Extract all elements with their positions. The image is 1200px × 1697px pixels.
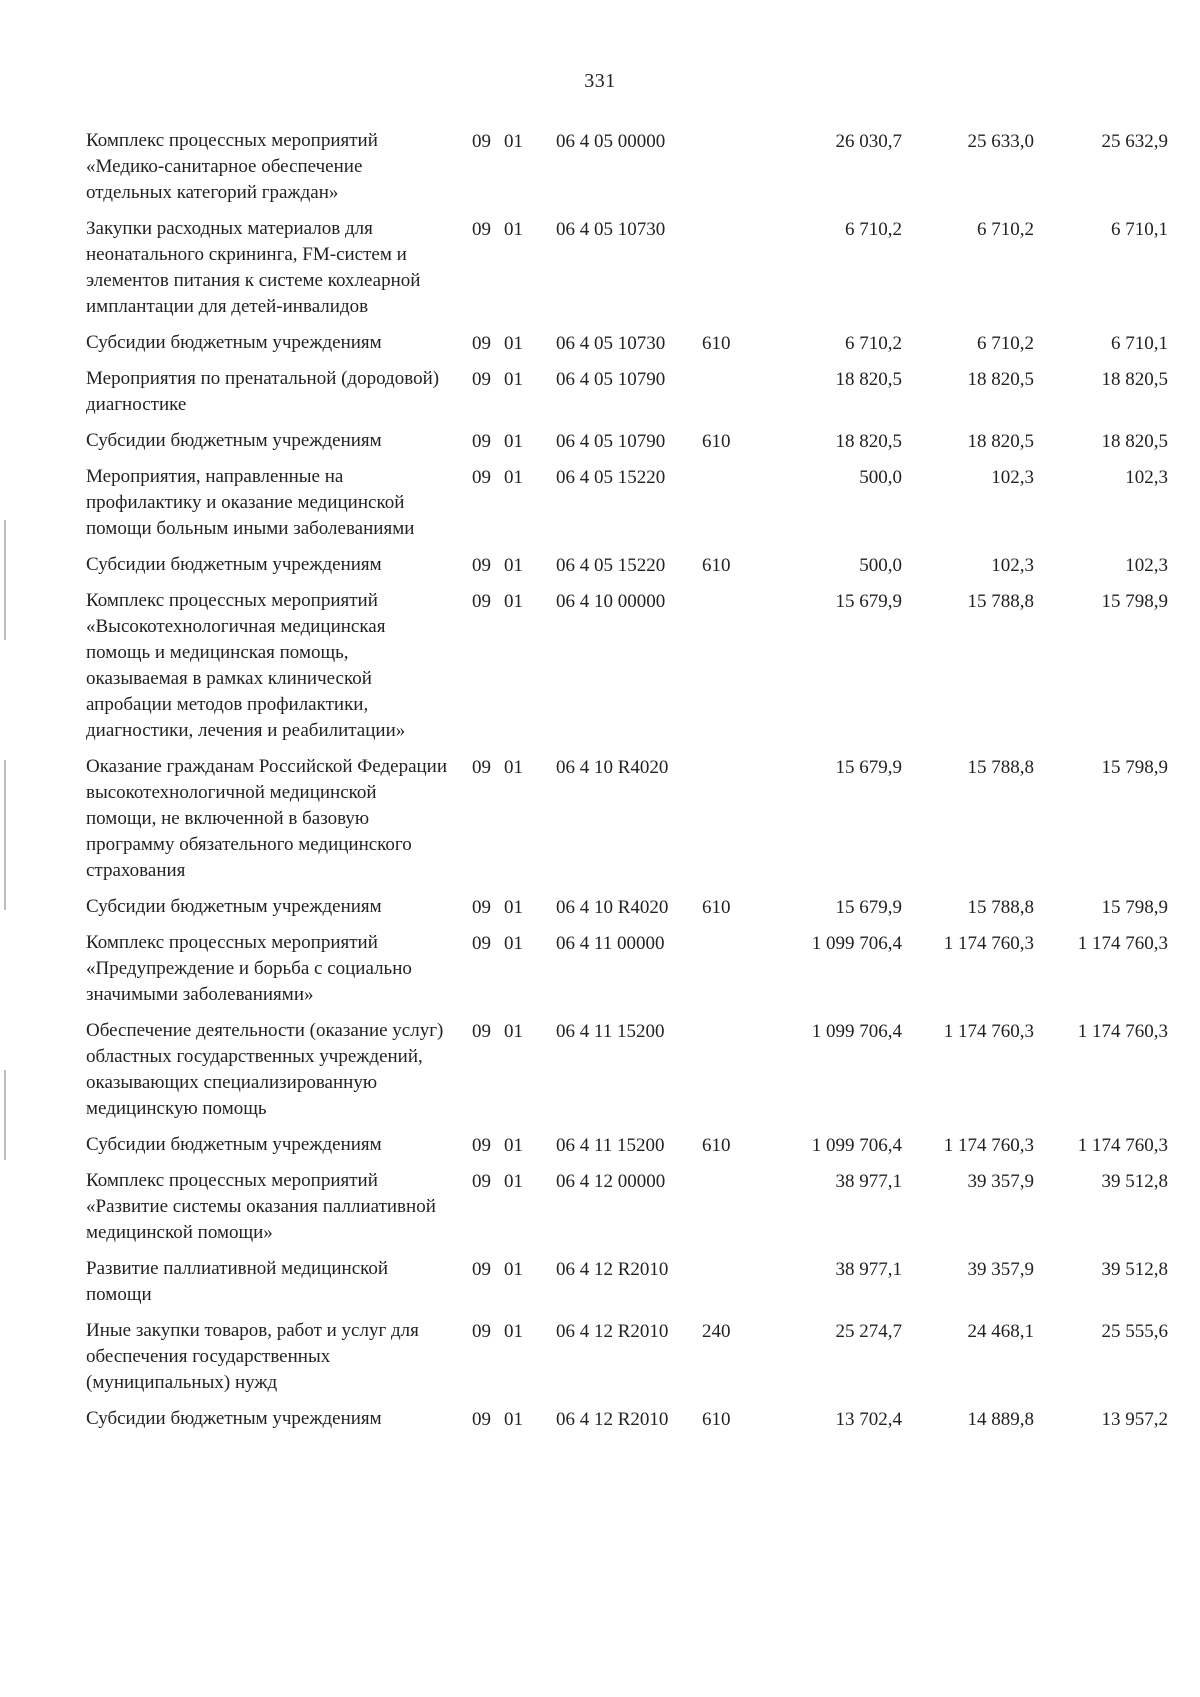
row-name: Обеспечение деятельности (оказание услуг) областных государственных учреждений, оказывающих специализированную медицинскую помощь (86, 1020, 444, 1119)
amount-year-3: 25 555,6 (1101, 1321, 1168, 1342)
amount-year-3: 18 820,5 (1101, 369, 1168, 390)
expense-type-code: 610 (702, 555, 731, 576)
target-article-code: 06 4 05 00000 (556, 131, 666, 152)
expense-type-code: 610 (702, 1409, 731, 1430)
target-article-code: 06 4 05 10790 (556, 431, 666, 452)
page-number: 331 (584, 70, 616, 92)
target-article-code: 06 4 05 15220 (556, 555, 666, 576)
table-row (86, 754, 1168, 894)
amount-year-2: 1 174 760,3 (943, 1135, 1034, 1156)
row-name: Закупки расходных материалов для неонатального скрининга, FM-систем и элементов питания к системе кохлеарной имплантации для детей-инвалидов (86, 218, 421, 317)
amount-year-1: 18 820,5 (835, 431, 902, 452)
target-article-code: 06 4 05 10730 (556, 333, 666, 354)
table-row (86, 366, 1168, 428)
expense-type-code: 610 (702, 897, 731, 918)
section-code: 09 (472, 131, 491, 152)
expense-type-code: 240 (702, 1321, 731, 1342)
amount-year-1: 26 030,7 (835, 131, 902, 152)
amount-year-2: 18 820,5 (967, 369, 1034, 390)
row-name: Комплекс процессных мероприятий «Высокотехнологичная медицинская помощь и медицинская помощь, оказываемая в рамках клинической апробации методов профилактики, диагностики, лечения и реабилитации» (86, 590, 406, 741)
amount-year-3: 25 632,9 (1101, 131, 1168, 152)
amount-year-2: 15 788,8 (967, 591, 1034, 612)
table-row (86, 1406, 1168, 1442)
amount-year-3: 102,3 (1125, 467, 1168, 488)
amount-year-2: 1 174 760,3 (943, 1021, 1034, 1042)
target-article-code: 06 4 05 15220 (556, 467, 666, 488)
subsection-code: 01 (504, 431, 523, 452)
section-code: 09 (472, 1259, 491, 1280)
target-article-code: 06 4 11 00000 (556, 933, 665, 954)
amount-year-1: 15 679,9 (835, 591, 902, 612)
subsection-code: 01 (504, 131, 523, 152)
expense-type-code: 610 (702, 431, 731, 452)
amount-year-3: 6 710,1 (1111, 219, 1168, 240)
section-code: 09 (472, 219, 491, 240)
subsection-code: 01 (504, 757, 523, 778)
section-code: 09 (472, 1171, 491, 1192)
section-code: 09 (472, 933, 491, 954)
scan-edge-mark (4, 1070, 6, 1160)
section-code: 09 (472, 431, 491, 452)
amount-year-3: 1 174 760,3 (1077, 1021, 1168, 1042)
expense-type-code: 610 (702, 333, 731, 354)
table-row (86, 894, 1168, 930)
amount-year-1: 6 710,2 (845, 333, 902, 354)
subsection-code: 01 (504, 1321, 523, 1342)
section-code: 09 (472, 333, 491, 354)
row-name: Оказание гражданам Российской Федерации высокотехнологичной медицинской помощи, не включенной в базовую программу обязательного медицинского страхования (86, 756, 447, 881)
target-article-code: 06 4 11 15200 (556, 1021, 665, 1042)
table-row (86, 1168, 1168, 1256)
amount-year-2: 1 174 760,3 (943, 933, 1034, 954)
row-name: Субсидии бюджетным учреждениям (86, 1134, 382, 1155)
amount-year-1: 1 099 706,4 (811, 1135, 902, 1156)
table-row (86, 464, 1168, 552)
amount-year-2: 102,3 (991, 555, 1034, 576)
subsection-code: 01 (504, 467, 523, 488)
amount-year-3: 39 512,8 (1101, 1259, 1168, 1280)
subsection-code: 01 (504, 933, 523, 954)
section-code: 09 (472, 467, 491, 488)
subsection-code: 01 (504, 1021, 523, 1042)
amount-year-3: 13 957,2 (1101, 1409, 1168, 1430)
scan-edge-mark (4, 520, 6, 640)
amount-year-1: 18 820,5 (835, 369, 902, 390)
table-row (86, 330, 1168, 366)
amount-year-3: 1 174 760,3 (1077, 933, 1168, 954)
table-row (86, 930, 1168, 1018)
target-article-code: 06 4 05 10790 (556, 369, 666, 390)
amount-year-2: 25 633,0 (967, 131, 1034, 152)
subsection-code: 01 (504, 1409, 523, 1430)
amount-year-1: 15 679,9 (835, 757, 902, 778)
row-name: Субсидии бюджетным учреждениям (86, 896, 382, 917)
amount-year-2: 14 889,8 (967, 1409, 1034, 1430)
section-code: 09 (472, 1135, 491, 1156)
row-name: Иные закупки товаров, работ и услуг для обеспечения государственных (муниципальных) нужд (86, 1320, 419, 1393)
target-article-code: 06 4 11 15200 (556, 1135, 665, 1156)
amount-year-3: 15 798,9 (1101, 757, 1168, 778)
amount-year-2: 39 357,9 (967, 1171, 1034, 1192)
scan-edge-mark (4, 760, 6, 910)
table-row (86, 1132, 1168, 1168)
section-code: 09 (472, 591, 491, 612)
amount-year-3: 39 512,8 (1101, 1171, 1168, 1192)
amount-year-1: 500,0 (859, 467, 902, 488)
amount-year-1: 13 702,4 (835, 1409, 902, 1430)
table-row (86, 1256, 1168, 1318)
amount-year-2: 39 357,9 (967, 1259, 1034, 1280)
target-article-code: 06 4 10 R4020 (556, 897, 669, 918)
section-code: 09 (472, 1021, 491, 1042)
subsection-code: 01 (504, 555, 523, 576)
amount-year-1: 6 710,2 (845, 219, 902, 240)
table-row (86, 216, 1168, 330)
section-code: 09 (472, 369, 491, 390)
amount-year-3: 6 710,1 (1111, 333, 1168, 354)
row-name: Мероприятия, направленные на профилактику и оказание медицинской помощи больным иными заболеваниями (86, 466, 415, 539)
amount-year-3: 18 820,5 (1101, 431, 1168, 452)
subsection-code: 01 (504, 897, 523, 918)
subsection-code: 01 (504, 219, 523, 240)
row-name: Мероприятия по пренатальной (дородовой) диагностике (86, 368, 440, 415)
section-code: 09 (472, 757, 491, 778)
amount-year-3: 102,3 (1125, 555, 1168, 576)
amount-year-2: 102,3 (991, 467, 1034, 488)
amount-year-3: 15 798,9 (1101, 591, 1168, 612)
row-name: Комплекс процессных мероприятий «Развитие системы оказания паллиативной медицинской помощи» (86, 1170, 436, 1243)
row-name: Комплекс процессных мероприятий «Предупреждение и борьба с социально значимыми заболеваниями» (86, 932, 412, 1005)
section-code: 09 (472, 897, 491, 918)
table-row (86, 128, 1168, 216)
target-article-code: 06 4 12 R2010 (556, 1321, 669, 1342)
table-row (86, 1318, 1168, 1406)
amount-year-1: 38 977,1 (835, 1171, 902, 1192)
target-article-code: 06 4 12 R2010 (556, 1259, 669, 1280)
row-name: Развитие паллиативной медицинской помощи (86, 1258, 389, 1305)
target-article-code: 06 4 10 00000 (556, 591, 666, 612)
target-article-code: 06 4 05 10730 (556, 219, 666, 240)
subsection-code: 01 (504, 1171, 523, 1192)
amount-year-2: 24 468,1 (967, 1321, 1034, 1342)
amount-year-2: 18 820,5 (967, 431, 1034, 452)
section-code: 09 (472, 1409, 491, 1430)
target-article-code: 06 4 10 R4020 (556, 757, 669, 778)
amount-year-1: 1 099 706,4 (811, 1021, 902, 1042)
expense-type-code: 610 (702, 1135, 731, 1156)
amount-year-3: 1 174 760,3 (1077, 1135, 1168, 1156)
amount-year-3: 15 798,9 (1101, 897, 1168, 918)
subsection-code: 01 (504, 1135, 523, 1156)
row-name: Субсидии бюджетным учреждениям (86, 332, 382, 353)
row-name: Комплекс процессных мероприятий «Медико-санитарное обеспечение отдельных категорий граждан» (86, 130, 378, 203)
subsection-code: 01 (504, 591, 523, 612)
table-row (86, 428, 1168, 464)
row-name: Субсидии бюджетным учреждениям (86, 430, 382, 451)
amount-year-2: 15 788,8 (967, 757, 1034, 778)
amount-year-2: 15 788,8 (967, 897, 1034, 918)
amount-year-1: 500,0 (859, 555, 902, 576)
amount-year-1: 15 679,9 (835, 897, 902, 918)
amount-year-1: 1 099 706,4 (811, 933, 902, 954)
subsection-code: 01 (504, 333, 523, 354)
amount-year-1: 25 274,7 (835, 1321, 902, 1342)
table-row (86, 588, 1168, 754)
amount-year-2: 6 710,2 (977, 333, 1034, 354)
subsection-code: 01 (504, 369, 523, 390)
section-code: 09 (472, 555, 491, 576)
row-name: Субсидии бюджетным учреждениям (86, 1408, 382, 1429)
row-name: Субсидии бюджетным учреждениям (86, 554, 382, 575)
amount-year-2: 6 710,2 (977, 219, 1034, 240)
table-row (86, 552, 1168, 588)
budget-table (86, 128, 1168, 1442)
amount-year-1: 38 977,1 (835, 1259, 902, 1280)
target-article-code: 06 4 12 R2010 (556, 1409, 669, 1430)
subsection-code: 01 (504, 1259, 523, 1280)
table-row (86, 1018, 1168, 1132)
target-article-code: 06 4 12 00000 (556, 1171, 666, 1192)
section-code: 09 (472, 1321, 491, 1342)
